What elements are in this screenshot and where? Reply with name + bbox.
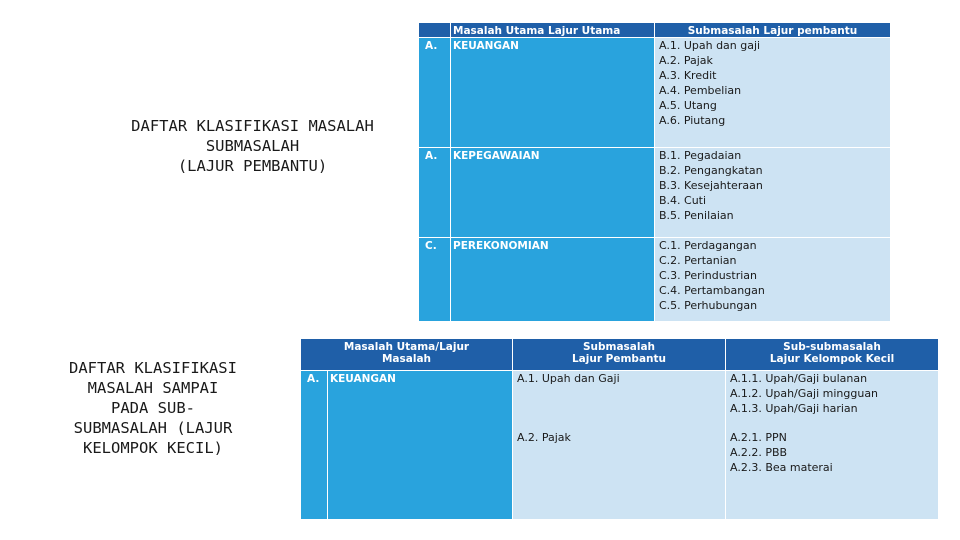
spacer bbox=[726, 416, 938, 430]
sub-sub-item: A.2.3. Bea materai bbox=[730, 461, 833, 474]
sub-item: A.4. Pembelian bbox=[659, 84, 742, 97]
sub-cell bbox=[513, 371, 726, 520]
heading-line: KELOMPOK KECIL) bbox=[83, 439, 223, 457]
row-name: KEUANGAN bbox=[330, 373, 396, 385]
heading-line: DAFTAR KLASIFIKASI MASALAH bbox=[131, 117, 374, 135]
sub-cell bbox=[655, 38, 891, 148]
row-code: A. bbox=[425, 40, 438, 52]
heading-line: MASALAH SAMPAI bbox=[87, 379, 219, 397]
classification-table-sub-submasalah bbox=[300, 338, 939, 520]
sub-sub-item: A.2.1. PPN bbox=[730, 431, 787, 444]
sub-item: A.2. Pajak bbox=[659, 54, 713, 67]
code-cell bbox=[419, 38, 451, 148]
row-name: KEPEGAWAIAN bbox=[453, 150, 540, 162]
header-line: Masalah bbox=[381, 353, 432, 365]
sub-sub-cell bbox=[726, 371, 939, 520]
heading-line: SUBMASALAH bbox=[205, 137, 300, 155]
heading-line: DAFTAR KLASIFIKASI bbox=[69, 359, 237, 377]
sub-item: B.3. Kesejahteraan bbox=[659, 179, 763, 192]
header-sub-sub-issue bbox=[726, 339, 938, 365]
sub-item: B.1. Pegadaian bbox=[659, 149, 742, 162]
row-name: KEUANGAN bbox=[453, 40, 519, 52]
header-line: Lajur Pembantu bbox=[571, 353, 666, 365]
sub-item: C.1. Perdagangan bbox=[659, 239, 757, 252]
heading-line: PADA SUB- bbox=[111, 399, 195, 417]
name-cell bbox=[328, 371, 513, 520]
heading-line: SUBMASALAH (LAJUR bbox=[73, 419, 233, 437]
heading-line: (LAJUR PEMBANTU) bbox=[177, 157, 328, 175]
header-cell bbox=[726, 339, 939, 371]
row-code: A. bbox=[307, 373, 320, 385]
header-cell bbox=[655, 23, 891, 38]
name-cell bbox=[451, 238, 655, 322]
row-name: PEREKONOMIAN bbox=[453, 240, 549, 252]
sub-item: B.2. Pengangkatan bbox=[659, 164, 763, 177]
header-line: Masalah Utama/Lajur bbox=[343, 341, 470, 353]
sub-sub-item: A.1.3. Upah/Gaji harian bbox=[730, 402, 858, 415]
sub-item: C.4. Pertambangan bbox=[659, 284, 765, 297]
sub-item: C.5. Perhubungan bbox=[659, 299, 758, 312]
sub-cell bbox=[655, 148, 891, 238]
code-cell bbox=[301, 371, 328, 520]
code-cell bbox=[419, 148, 451, 238]
sub-item: C.3. Perindustrian bbox=[659, 269, 758, 282]
header-main-issue bbox=[301, 339, 512, 365]
header-cell bbox=[419, 23, 451, 38]
sub-cell bbox=[655, 238, 891, 322]
sub-sub-item: A.2.2. PBB bbox=[730, 446, 788, 459]
header-cell bbox=[451, 23, 655, 38]
header-sub-issue bbox=[513, 339, 725, 365]
sub-item: A.3. Kredit bbox=[659, 69, 717, 82]
spacer bbox=[513, 386, 725, 430]
sub-item: A.1. Upah dan gaji bbox=[659, 39, 761, 52]
sub-sub-item: A.1.1. Upah/Gaji bulanan bbox=[730, 372, 868, 385]
sub-item: A.1. Upah dan Gaji bbox=[517, 372, 620, 385]
row-code: C. bbox=[425, 240, 437, 252]
header-line: Submasalah bbox=[582, 341, 656, 353]
code-cell bbox=[419, 238, 451, 322]
sub-item: B.4. Cuti bbox=[659, 194, 707, 207]
sub-item: A.6. Piutang bbox=[659, 114, 726, 127]
name-cell bbox=[451, 148, 655, 238]
name-cell bbox=[451, 38, 655, 148]
header-line: Sub-submasalah bbox=[783, 341, 881, 353]
sub-sub-item: A.1.2. Upah/Gaji mingguan bbox=[730, 387, 879, 400]
header-cell bbox=[301, 339, 513, 371]
sub-item: B.5. Penilaian bbox=[659, 209, 734, 222]
heading-submasalah bbox=[90, 116, 415, 176]
header-cell bbox=[513, 339, 726, 371]
header-line: Lajur Kelompok Kecil bbox=[769, 353, 895, 365]
row-code: A. bbox=[425, 150, 438, 162]
classification-table-submasalah bbox=[418, 22, 891, 322]
sub-item: C.2. Pertanian bbox=[659, 254, 737, 267]
header-main-issue: Masalah Utama Lajur Utama bbox=[453, 25, 621, 37]
header-sub-issue: Submasalah Lajur pembantu bbox=[687, 25, 858, 37]
sub-item: A.5. Utang bbox=[659, 99, 717, 112]
sub-item: A.2. Pajak bbox=[517, 431, 571, 444]
heading-sub-submasalah bbox=[28, 358, 278, 458]
